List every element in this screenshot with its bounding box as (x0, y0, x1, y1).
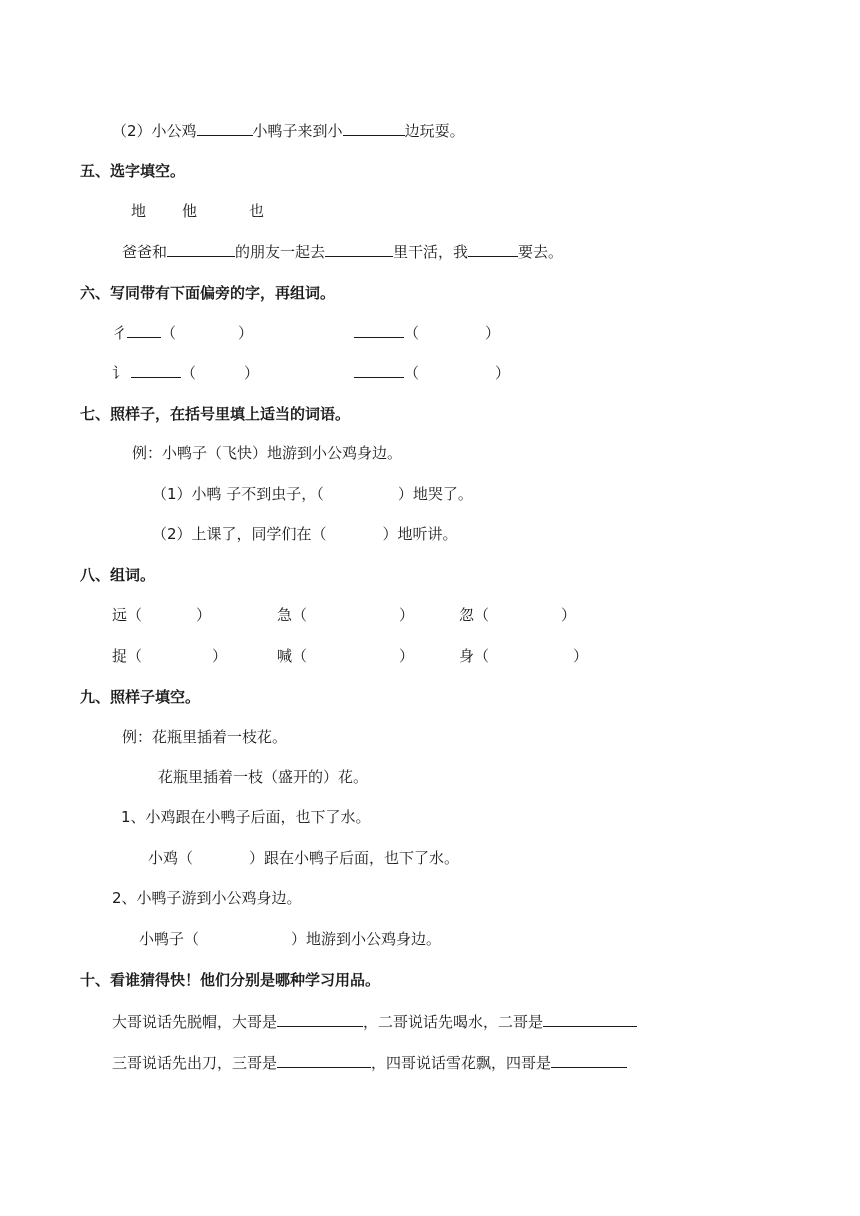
q10-line1-text-2: ，二哥说话先喝水，二哥是 (363, 1013, 544, 1031)
q10-line2-blank-1[interactable] (277, 1052, 371, 1068)
q9-item2-fill-text-1: 小鸭子（ (139, 930, 200, 948)
q10-line1-text-1: 大哥说话先脱帽，大哥是 (112, 1013, 278, 1031)
q5-options (131, 201, 264, 221)
q10-line1-blank-2[interactable] (543, 1011, 637, 1027)
paren-open: （ (474, 606, 490, 624)
q8-char: 身 (459, 647, 475, 665)
q6-row2-paren-open: （ (181, 364, 197, 382)
q6-row1-blank-2[interactable] (354, 322, 404, 338)
q7-heading: 七、照样子，在括号里填上适当的词语。 (80, 405, 351, 423)
q8-char: 远 (112, 606, 128, 624)
q6-row2b-paren-open: （ (404, 364, 420, 382)
paren-close: ） (196, 606, 212, 624)
q6-row2-blank-2[interactable] (354, 362, 404, 378)
q5-text-4: 要去。 (518, 243, 564, 261)
q10-line1-blank-1[interactable] (277, 1011, 363, 1027)
q6-row1-paren-open: （ (161, 324, 177, 342)
q5-option-3: 也 (249, 202, 265, 220)
q9-item2-fill-line (139, 929, 441, 949)
q9-item1-fill-text-2: ）跟在小鸭子后面，也下了水。 (249, 849, 460, 867)
q10-line2-text-1: 三哥说话先出刀，三哥是 (112, 1054, 278, 1072)
q9-item-1: 1、小鸡跟在小鸭子后面，也下了水。 (121, 808, 371, 826)
paren-close: ） (561, 606, 577, 624)
q9-example-1: 例：花瓶里插着一枝花。 (122, 728, 288, 746)
q5-sentence (122, 241, 563, 262)
q8-char: 急 (277, 606, 293, 624)
q6-row1-blank-1[interactable] (127, 322, 161, 338)
paren-open: （ (127, 606, 143, 624)
q10-line2-text-2: ，四哥说话雪花飘，四哥是 (371, 1054, 552, 1072)
q6-row1b-paren-open: （ (404, 324, 420, 342)
q6-radical-1: 彳 (112, 324, 128, 342)
paren-close: ） (573, 647, 589, 665)
q7-item-2 (152, 524, 458, 544)
q9-item1-fill-text-1: 小鸡（ (148, 849, 194, 867)
q8-word-5 (277, 646, 414, 666)
q6-row2-paren-close: ） (244, 364, 260, 382)
q6-row1-paren-close: ） (238, 324, 254, 342)
q6-row-1b (354, 322, 500, 343)
q5-heading: 五、选字填空。 (80, 162, 186, 180)
q4-item2-text-3: 边玩耍。 (404, 122, 465, 140)
q5-text-2: 的朋友一起去 (235, 243, 326, 261)
q5-blank-3[interactable] (468, 241, 518, 257)
q7-item2-text-1: （2）上课了，同学们在（ (152, 525, 327, 543)
q8-heading: 八、组词。 (80, 566, 156, 584)
q8-word-2 (277, 605, 414, 625)
q5-option-1: 地 (131, 202, 147, 220)
q7-item-1 (152, 484, 473, 504)
q5-option-2: 他 (182, 202, 198, 220)
q5-blank-2[interactable] (325, 241, 393, 257)
q4-item2-blank-2[interactable] (343, 120, 405, 136)
q8-char: 捉 (112, 647, 128, 665)
q4-item2-text-2: 小鸭子来到小 (252, 122, 343, 140)
q6-row-2 (112, 362, 259, 383)
q6-row2-blank-1[interactable] (131, 362, 181, 378)
q9-heading: 九、照样子填空。 (80, 688, 201, 706)
q7-item2-text-2: ）地听讲。 (382, 525, 458, 543)
q9-item2-fill-text-2: ）地游到小公鸡身边。 (291, 930, 442, 948)
paren-close: ） (399, 647, 415, 665)
q6-row-2b (354, 362, 510, 383)
q9-item-2: 2、小鸭子游到小公鸡身边。 (112, 889, 302, 907)
q8-char: 忽 (459, 606, 475, 624)
q5-text-3: 里干活，我 (393, 243, 469, 261)
q4-item2-text-1: （2）小公鸡 (112, 122, 197, 140)
q10-line2-blank-2[interactable] (551, 1052, 627, 1068)
q8-word-1 (112, 605, 211, 625)
q5-blank-1[interactable] (167, 241, 235, 257)
q9-example-2: 花瓶里插着一枝（盛开的）花。 (158, 768, 369, 786)
q10-line-1 (112, 1011, 637, 1032)
paren-close: ） (212, 647, 228, 665)
paren-close: ） (399, 606, 415, 624)
q8-word-6 (459, 646, 588, 666)
q8-word-3 (459, 605, 576, 625)
q7-item1-text-1: （1）小鸭 子不到虫子，（ (152, 485, 324, 503)
q4-item2-blank-1[interactable] (197, 120, 253, 136)
q4-item2 (112, 120, 465, 141)
q7-example: 例：小鸭子（飞快）地游到小公鸡身边。 (132, 444, 403, 462)
q5-text-1: 爸爸和 (122, 243, 168, 261)
paren-open: （ (127, 647, 143, 665)
q10-heading: 十、看谁猜得快！他们分别是哪种学习用品。 (80, 971, 381, 989)
q6-row1b-paren-close: ） (485, 324, 501, 342)
q6-row2b-paren-close: ） (495, 364, 511, 382)
q6-heading: 六、写同带有下面偏旁的字，再组词。 (80, 284, 336, 302)
paren-open: （ (292, 647, 308, 665)
paren-open: （ (292, 606, 308, 624)
q8-word-4 (112, 646, 227, 666)
q10-line-2 (112, 1052, 627, 1073)
paren-open: （ (474, 647, 490, 665)
q8-char: 喊 (277, 647, 293, 665)
q6-row-1 (112, 322, 253, 343)
q6-radical-2: 讠 (112, 364, 128, 382)
q7-item1-text-2: ）地哭了。 (397, 485, 473, 503)
q9-item1-fill-line (148, 848, 459, 868)
